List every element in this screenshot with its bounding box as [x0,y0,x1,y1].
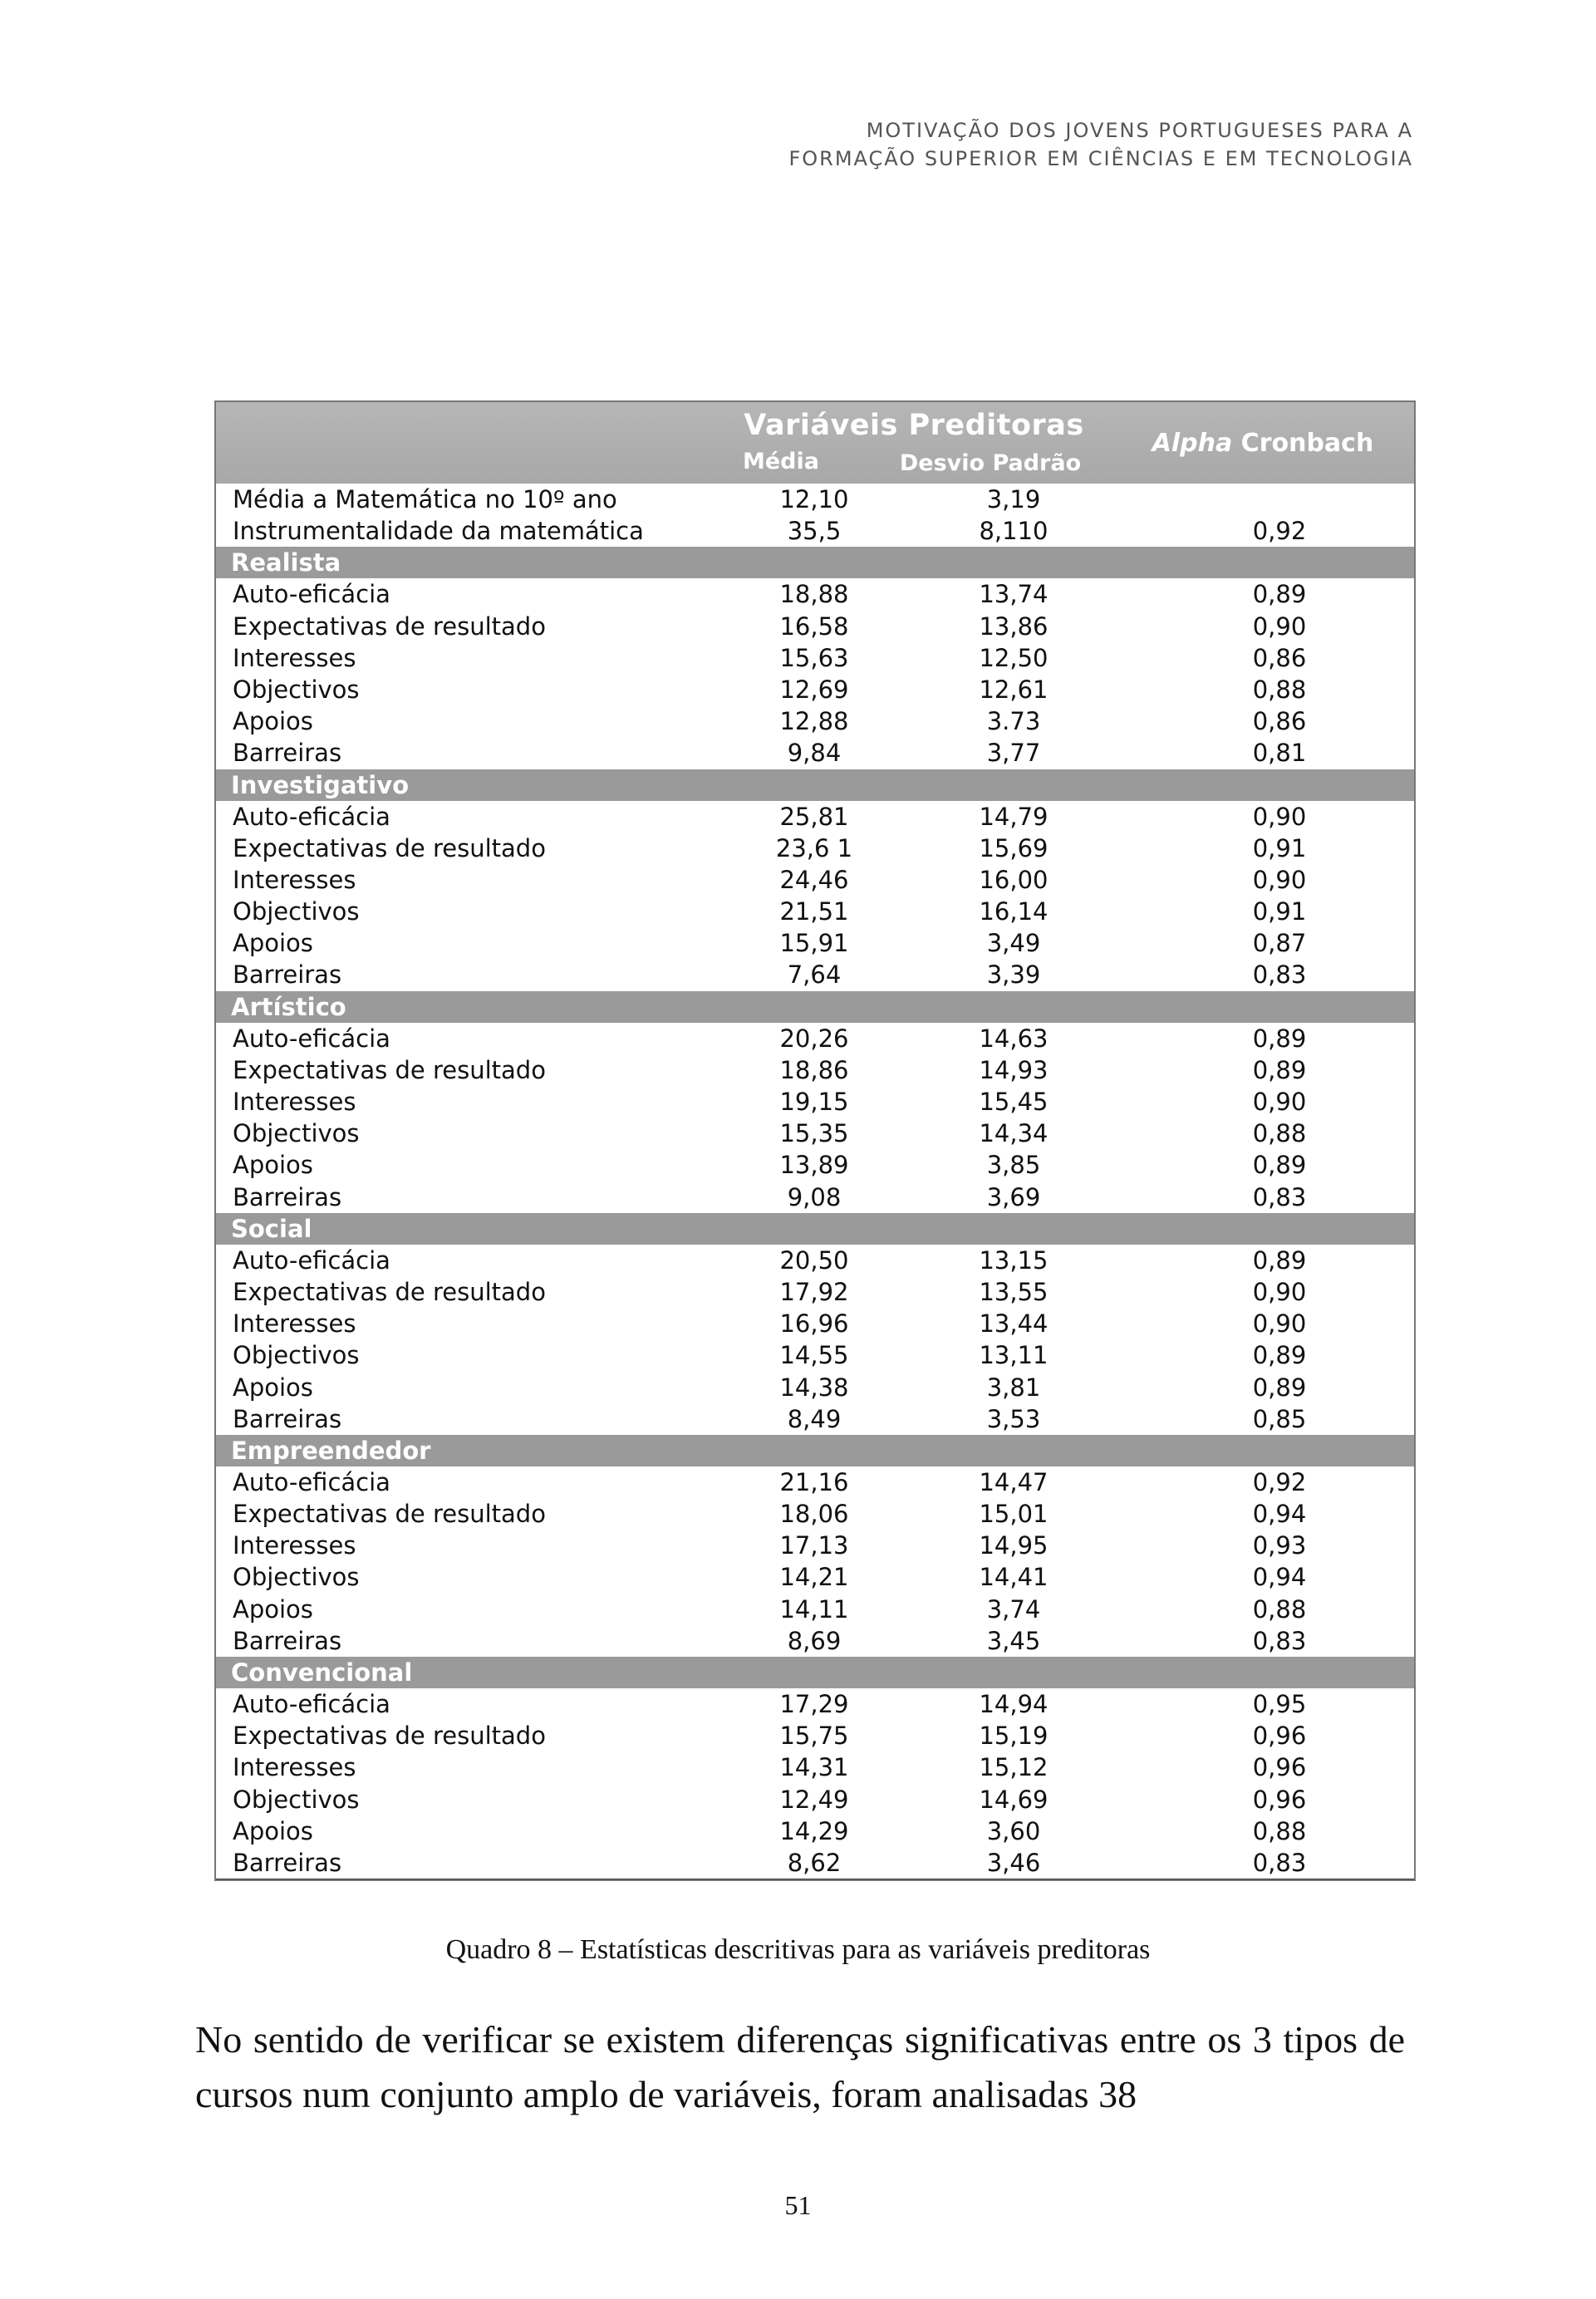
desvio-padrao-value: 13,74 [979,580,1048,609]
row-label: Apoios [233,1594,313,1624]
table-row [216,1118,1414,1149]
table-body [216,484,1414,1879]
media-value: 12,88 [779,707,849,736]
media-value: 14,11 [779,1594,849,1624]
alpha-cronbach-value: 0,88 [1252,1594,1307,1624]
alpha-cronbach-value: 0,89 [1252,1341,1307,1370]
table-row [216,1054,1414,1086]
table-row [216,1498,1414,1530]
alpha-cronbach-value: 0,94 [1252,1563,1307,1592]
media-value: 12,49 [779,1785,849,1814]
row-label: Auto-eficácia [233,580,390,609]
header-alpha-italic: Alpha [1152,429,1233,458]
row-label: Objectivos [233,897,360,926]
media-value: 14,55 [779,1341,849,1370]
row-label: Objectivos [233,1119,360,1148]
media-value: 14,21 [779,1563,849,1592]
desvio-padrao-value: 3,49 [986,929,1041,958]
table-row [216,737,1414,769]
desvio-padrao-value: 3,81 [986,1373,1041,1402]
media-value: 16,96 [779,1309,849,1339]
table-row [216,1594,1414,1625]
desvio-padrao-value: 3,85 [986,1151,1041,1180]
header-media: Média [743,449,819,474]
row-label: Interesses [233,1088,356,1116]
row-label: Barreiras [233,1404,342,1433]
alpha-cronbach-value: 0,89 [1252,1373,1307,1402]
table-row [216,1149,1414,1181]
table-row [216,484,1414,515]
table-row [216,833,1414,864]
row-label: Objectivos [233,675,360,704]
row-label: Interesses [233,1753,356,1782]
table-row [216,864,1414,896]
desvio-padrao-value: 14,95 [979,1531,1048,1560]
table-row [216,1181,1414,1213]
desvio-padrao-value: 3,74 [986,1594,1041,1624]
table-row [216,1245,1414,1276]
alpha-cronbach-value: 0,94 [1252,1500,1307,1529]
row-label: Apoios [233,1816,313,1845]
row-label: Barreiras [233,1626,342,1655]
media-value: 13,89 [779,1151,849,1180]
desvio-padrao-value: 3,45 [986,1626,1041,1655]
row-label: Instrumentalidade da matemática [233,517,644,546]
table-row [216,515,1414,547]
desvio-padrao-value: 14,93 [979,1055,1048,1084]
media-value: 25,81 [779,802,849,831]
desvio-padrao-value: 15,45 [979,1088,1048,1116]
table-row [216,1688,1414,1720]
alpha-cronbach-value: 0,91 [1252,897,1307,926]
media-value: 12,69 [779,675,849,704]
section-header: Artístico [216,991,1414,1023]
row-label: Expectativas de resultado [233,833,546,862]
media-value: 23,6 1 [775,833,853,862]
row-label: Auto-eficácia [233,1024,390,1053]
alpha-cronbach-value: 0,87 [1252,929,1307,958]
media-value: 15,91 [779,929,849,958]
media-value: 8,49 [787,1404,842,1433]
header-desvio-padrao: Desvio Padrão [899,450,1082,476]
media-value: 17,29 [779,1690,849,1718]
media-value: 8,62 [787,1848,842,1877]
row-label: Interesses [233,1531,356,1560]
running-header-line-1: MOTIVAÇÃO DOS JOVENS PORTUGUESES PARA A [866,119,1413,142]
desvio-padrao-value: 13,44 [979,1309,1048,1339]
table-row [216,1751,1414,1783]
row-label: Objectivos [233,1341,360,1370]
desvio-padrao-value: 3.73 [986,707,1041,736]
table-row [216,896,1414,927]
alpha-cronbach-value: 0,96 [1252,1785,1307,1814]
table-row [216,1815,1414,1847]
alpha-cronbach-value: 0,95 [1252,1690,1307,1718]
table-caption: Quadro 8 – Estatísticas descritivas para as variáveis preditoras [445,1934,1151,1965]
desvio-padrao-value: 14,79 [979,802,1048,831]
row-label: Barreiras [233,960,342,990]
table-row [216,801,1414,833]
row-label: Interesses [233,865,356,894]
media-value: 14,38 [779,1373,849,1402]
alpha-cronbach-value: 0,90 [1252,1277,1307,1306]
table-row [216,1530,1414,1561]
media-value: 14,31 [779,1753,849,1782]
alpha-cronbach-value: 0,93 [1252,1531,1307,1560]
table-row [216,1466,1414,1498]
row-label: Barreiras [233,1848,342,1877]
desvio-padrao-value: 8,110 [979,517,1048,546]
table-row [216,611,1414,642]
section-header: Realista [216,547,1414,578]
alpha-cronbach-value: 0,89 [1252,580,1307,609]
row-label: Auto-eficácia [233,802,390,831]
section-header: Investigativo [216,769,1414,801]
table-row [216,1720,1414,1751]
media-value: 12,10 [779,485,849,513]
alpha-cronbach-value: 0,88 [1252,1119,1307,1148]
alpha-cronbach-value: 0,88 [1252,675,1307,704]
row-label: Objectivos [233,1563,360,1592]
desvio-padrao-value: 14,94 [979,1690,1048,1718]
table-row [216,1372,1414,1403]
table-row [216,674,1414,705]
row-label: Interesses [233,1309,356,1339]
media-value: 24,46 [779,865,849,894]
desvio-padrao-value: 3,69 [986,1182,1041,1211]
table-row [216,959,1414,990]
media-value: 18,88 [779,580,849,609]
media-value: 7,64 [787,960,842,990]
alpha-cronbach-value: 0,88 [1252,1816,1307,1845]
row-label: Auto-eficácia [233,1690,390,1718]
row-label: Apoios [233,1151,313,1180]
media-value: 15,75 [779,1722,849,1751]
media-value: 17,92 [779,1277,849,1306]
media-value: 8,69 [787,1626,842,1655]
table-row [216,1308,1414,1339]
table-row [216,705,1414,737]
row-label: Barreiras [233,739,342,768]
desvio-padrao-value: 12,61 [979,675,1048,704]
table-row [216,927,1414,959]
desvio-padrao-value: 15,19 [979,1722,1048,1751]
alpha-cronbach-value: 0,86 [1252,707,1307,736]
table-row [216,1339,1414,1371]
media-value: 18,06 [779,1500,849,1529]
desvio-padrao-value: 14,69 [979,1785,1048,1814]
desvio-padrao-value: 3,19 [986,485,1041,513]
alpha-cronbach-value: 0,85 [1252,1404,1307,1433]
table-row [216,1403,1414,1435]
desvio-padrao-value: 13,55 [979,1277,1048,1306]
desvio-padrao-value: 15,12 [979,1753,1048,1782]
row-label: Apoios [233,929,313,958]
alpha-cronbach-value: 0,92 [1252,517,1307,546]
alpha-cronbach-value: 0,83 [1252,1848,1307,1877]
row-label: Apoios [233,707,313,736]
alpha-cronbach-value: 0,89 [1252,1055,1307,1084]
media-value: 17,13 [779,1531,849,1560]
alpha-cronbach-value: 0,89 [1252,1245,1307,1275]
alpha-cronbach-value: 0,96 [1252,1722,1307,1751]
alpha-cronbach-value: 0,89 [1252,1151,1307,1180]
alpha-cronbach-value: 0,91 [1252,833,1307,862]
section-header: Convencional [216,1657,1414,1688]
alpha-cronbach-value: 0,83 [1252,1182,1307,1211]
running-header-line-2: FORMAÇÃO SUPERIOR EM CIÊNCIAS E EM TECNOLOGIA [788,147,1413,170]
header-variaveis-preditoras: Variáveis Preditoras [744,409,1084,442]
media-value: 19,15 [779,1088,849,1116]
row-label: Objectivos [233,1785,360,1814]
desvio-padrao-value: 3,39 [986,960,1041,990]
table-row [216,1276,1414,1308]
alpha-cronbach-value: 0,90 [1252,1309,1307,1339]
media-value: 20,50 [779,1245,849,1275]
alpha-cronbach-value: 0,83 [1252,1626,1307,1655]
alpha-cronbach-value: 0,96 [1252,1753,1307,1782]
desvio-padrao-value: 15,69 [979,833,1048,862]
alpha-cronbach-value: 0,90 [1252,1088,1307,1116]
row-label: Expectativas de resultado [233,1055,546,1084]
desvio-padrao-value: 13,86 [979,612,1048,641]
running-header [788,116,1413,173]
media-value: 9,84 [787,739,842,768]
desvio-padrao-value: 3,77 [986,739,1041,768]
desvio-padrao-value: 13,15 [979,1245,1048,1275]
table-row [216,1625,1414,1657]
media-value: 21,51 [779,897,849,926]
media-value: 20,26 [779,1024,849,1053]
alpha-cronbach-value: 0,83 [1252,960,1307,990]
desvio-padrao-value: 3,46 [986,1848,1041,1877]
header-alpha-cronbach [1113,429,1412,458]
row-label: Auto-eficácia [233,1245,390,1275]
table-row [216,642,1414,674]
desvio-padrao-value: 14,47 [979,1467,1048,1496]
row-label: Média a Matemática no 10º ano [233,485,617,513]
table-header [216,402,1414,484]
section-header: Empreendedor [216,1435,1414,1466]
desvio-padrao-value: 14,34 [979,1119,1048,1148]
alpha-cronbach-value: 0,90 [1252,802,1307,831]
header-alpha-rest: Cronbach [1232,429,1374,458]
alpha-cronbach-value: 0,90 [1252,865,1307,894]
media-value: 16,58 [779,612,849,641]
section-header: Social [216,1213,1414,1245]
media-value: 9,08 [787,1182,842,1211]
table-row [216,1847,1414,1879]
predictor-statistics-table [214,400,1416,1881]
alpha-cronbach-value: 0,81 [1252,739,1307,768]
desvio-padrao-value: 15,01 [979,1500,1048,1529]
row-label: Auto-eficácia [233,1467,390,1496]
desvio-padrao-value: 3,53 [986,1404,1041,1433]
desvio-padrao-value: 14,41 [979,1563,1048,1592]
media-value: 35,5 [787,517,842,546]
row-label: Expectativas de resultado [233,1500,546,1529]
desvio-padrao-value: 16,14 [979,897,1048,926]
media-value: 18,86 [779,1055,849,1084]
row-label: Apoios [233,1373,313,1402]
desvio-padrao-value: 13,11 [979,1341,1048,1370]
alpha-cronbach-value: 0,89 [1252,1024,1307,1053]
alpha-cronbach-value: 0,90 [1252,612,1307,641]
body-paragraph: No sentido de verificar se existem diferenças significativas entre os 3 tipos de cursos num conjunto amplo de variáveis, foram analisadas 38 [195,2018,1405,2115]
table-row [216,1023,1414,1054]
row-label: Expectativas de resultado [233,612,546,641]
alpha-cronbach-value: 0,86 [1252,643,1307,672]
desvio-padrao-value: 12,50 [979,643,1048,672]
page-number: 51 [784,2190,812,2220]
table-row [216,1784,1414,1815]
desvio-padrao-value: 16,00 [979,865,1048,894]
media-value: 15,63 [779,643,849,672]
table-row [216,1561,1414,1593]
row-label: Interesses [233,643,356,672]
media-value: 21,16 [779,1467,849,1496]
table-row [216,578,1414,610]
row-label: Barreiras [233,1182,342,1211]
media-value: 14,29 [779,1816,849,1845]
row-label: Expectativas de resultado [233,1277,546,1306]
desvio-padrao-value: 3,60 [986,1816,1041,1845]
desvio-padrao-value: 14,63 [979,1024,1048,1053]
table-row [216,1086,1414,1118]
row-label: Expectativas de resultado [233,1722,546,1751]
media-value: 15,35 [779,1119,849,1148]
alpha-cronbach-value: 0,92 [1252,1467,1307,1496]
